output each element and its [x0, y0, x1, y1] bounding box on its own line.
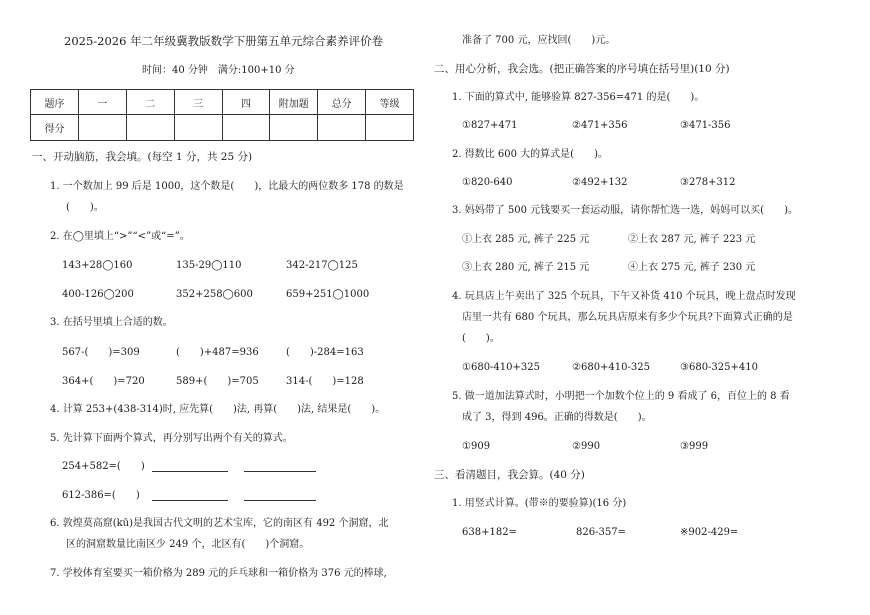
question-2-4-line-1: 4. 玩具店上午卖出了 325 个玩具，下午又补货 410 个玩具，晚上盘点时发现 — [452, 291, 796, 302]
choice-option: ①680-410+325 — [462, 362, 540, 373]
question-2-4-line-3: ( )。 — [462, 333, 500, 344]
answer-line[interactable] — [244, 500, 316, 501]
question-2-2: 2. 得数比 600 大的算式是( )。 — [452, 149, 608, 160]
question-1-2: 2. 在◯里填上“>”“<”或“=”。 — [50, 231, 190, 242]
question-2-5-line-1: 5. 做一道加法算式时，小明把一个加数个位上的 9 看成了 6，百位上的 8 看 — [452, 391, 790, 402]
score-table-header: 附加题 — [270, 90, 318, 115]
score-table-header: 四 — [222, 90, 270, 115]
question-1-1-line-1: 1. 一个数加上 99 后是 1000，这个数是( )，比最大的两位数多 178 的数是 — [50, 181, 404, 192]
question-1-1-line-2: ( )。 — [66, 202, 104, 213]
choice-option: ②上衣 287 元, 裤子 223 元 — [628, 234, 756, 245]
answer-line[interactable] — [244, 471, 316, 472]
vertical-calc-item: 638+182= — [462, 527, 517, 538]
score-cell[interactable] — [126, 115, 174, 141]
choice-option: ③278+312 — [680, 177, 736, 188]
exam-time-and-score: 时间：40 分钟 满分:100+10 分 — [142, 65, 295, 76]
choice-option: ①上衣 285 元, 裤子 225 元 — [462, 234, 590, 245]
score-table-header: 一 — [79, 90, 127, 115]
choice-option: ③680-325+410 — [680, 362, 758, 373]
fill-number-item: 567-( )=309 — [62, 347, 140, 358]
section-2-heading: 二、用心分析，我会选。(把正确答案的序号填在括号里)(10 分) — [434, 63, 730, 75]
score-cell[interactable] — [174, 115, 222, 141]
section-3-heading: 三、看清题目，我会算。(40 分) — [434, 469, 585, 481]
compare-item: 352+258◯600 — [176, 289, 253, 300]
compare-item: 143+28◯160 — [62, 260, 133, 271]
score-table — [30, 89, 414, 141]
section-1-heading: 一、开动脑筋，我会填。(每空 1 分，共 25 分) — [32, 151, 253, 163]
question-2-1: 1. 下面的算式中, 能够验算 827-356=471 的是( )。 — [452, 92, 705, 103]
fill-number-item: ( )-284=163 — [286, 347, 364, 358]
choice-option: ①820-640 — [462, 177, 513, 188]
score-row-label: 得分 — [31, 115, 79, 141]
question-1-6-line-1: 6. 敦煌莫高窟(kū)是我国古代文明的艺术宝库，它的南区有 492 个洞窟，北 — [50, 518, 389, 529]
compare-item: 135-29◯110 — [176, 260, 242, 271]
score-table-score-row — [31, 115, 414, 141]
calc-item: 612-386=( ) — [62, 490, 140, 501]
question-1-6-line-2: 区的洞窟数量比南区少 249 个，北区有( )个洞窟。 — [66, 539, 310, 550]
choice-option: ④上衣 275 元, 裤子 230 元 — [628, 262, 756, 273]
score-table-header: 题序 — [31, 90, 79, 115]
question-2-5-line-2: 成了 3，得到 496。正确的得数是( )。 — [462, 412, 652, 423]
score-table-header: 二 — [126, 90, 174, 115]
question-2-3: 3. 妈妈带了 500 元钱要买一套运动服，请你帮忙选一选，妈妈可以买( )。 — [452, 205, 798, 216]
fill-number-item: ( )+487=936 — [176, 347, 259, 358]
choice-option: ②680+410-325 — [572, 362, 650, 373]
compare-item: 659+251◯1000 — [286, 289, 370, 300]
choice-option: ②471+356 — [572, 120, 628, 131]
question-2-4-line-2: 店里一共有 680 个玩具，那么玩具店原来有多少个玩具?下面算式正确的是 — [462, 312, 793, 323]
question-3-1: 1. 用竖式计算。(带※的要验算)(16 分) — [452, 498, 627, 509]
fill-number-item: 314-( )=128 — [286, 376, 364, 387]
compare-item: 342-217◯125 — [286, 260, 358, 271]
question-1-3: 3. 在括号里填上合适的数。 — [50, 317, 173, 328]
question-1-4: 4. 计算 253+(438-314)时, 应先算( )法, 再算( )法, 结果是( )。 — [50, 404, 386, 415]
vertical-calc-item: ※902-429= — [680, 527, 739, 538]
question-1-7-continued: 准备了 700 元，应找回( )元。 — [462, 35, 616, 46]
score-cell[interactable] — [222, 115, 270, 141]
choice-option: ①827+471 — [462, 120, 518, 131]
choice-option: ②990 — [572, 441, 601, 452]
choice-option: ②492+132 — [572, 177, 628, 188]
score-table-header: 三 — [174, 90, 222, 115]
page-title: 2025-2026 年二年级冀教版数学下册第五单元综合素养评价卷 — [64, 34, 384, 48]
answer-line[interactable] — [152, 500, 228, 501]
score-cell[interactable] — [366, 115, 414, 141]
score-table-header: 总分 — [318, 90, 366, 115]
question-1-7: 7. 学校体育室要买一箱价格为 289 元的乒乓球和一箱价格为 376 元的棒球, — [50, 568, 387, 579]
choice-option: ③999 — [680, 441, 709, 452]
fill-number-item: 364+( )=720 — [62, 376, 145, 387]
score-cell[interactable] — [318, 115, 366, 141]
compare-item: 400-126◯200 — [62, 289, 134, 300]
question-1-5: 5. 先计算下面两个算式，再分别写出两个有关的算式。 — [50, 433, 293, 444]
vertical-calc-item: 826-357= — [576, 527, 626, 538]
answer-line[interactable] — [152, 471, 228, 472]
choice-option: ①909 — [462, 441, 491, 452]
choice-option: ③上衣 280 元, 裤子 215 元 — [462, 262, 590, 273]
choice-option: ③471-356 — [680, 120, 731, 131]
score-table-header-row — [31, 90, 414, 115]
calc-item: 254+582=( ) — [62, 461, 145, 472]
fill-number-item: 589+( )=705 — [176, 376, 259, 387]
score-table-header: 等级 — [366, 90, 414, 115]
score-cell[interactable] — [270, 115, 318, 141]
score-cell[interactable] — [79, 115, 127, 141]
